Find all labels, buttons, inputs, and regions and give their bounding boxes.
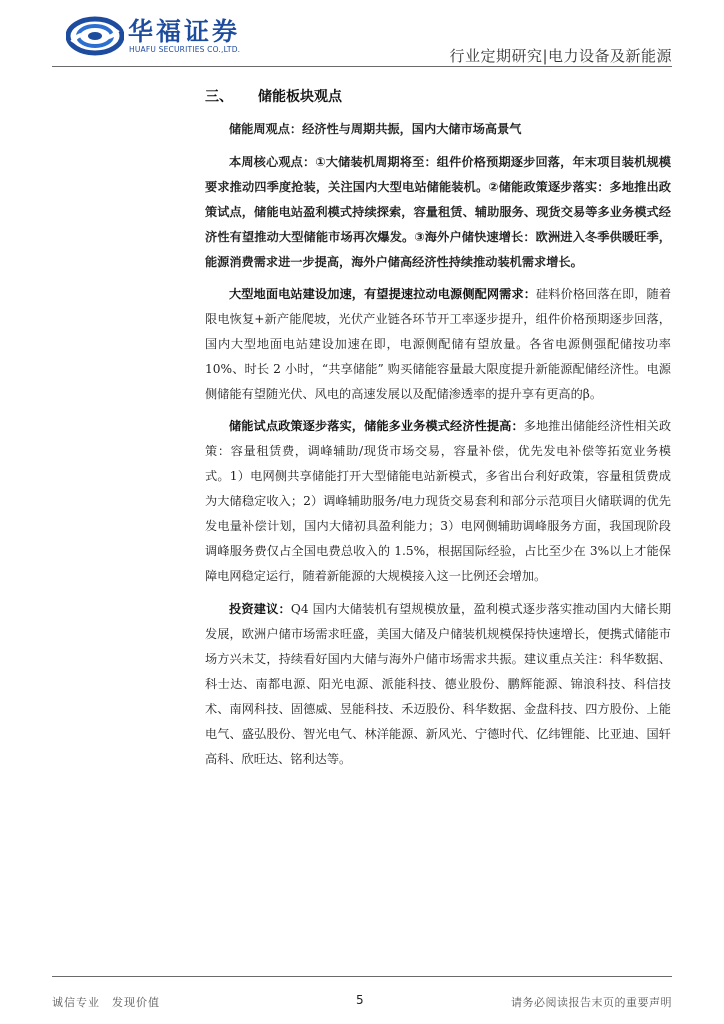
investment-advice-paragraph (205, 597, 671, 772)
section-heading (205, 86, 671, 108)
footer-divider (52, 976, 672, 977)
footer-disclaimer: 请务必阅读报告末页的重要声明 (511, 996, 672, 1009)
paragraph-body: 硅料价格回落在即，随着限电恢复+新产能爬坡，光伏产业链各环节开工率逐步提升，组件价格预期逐步回落，国内大型地面电站建设加速在即，电源侧配储有望放量。各省电源侧强配储按功率 10%、时长 2 小时，“共享储能” 购买储能容量最大限度提升新能源配储经济性。电源侧储能有望随光伏、风电的高速发展以及配储渗透率的提升享有更高的β。 (205, 287, 672, 401)
header-divider (52, 66, 672, 67)
logo-name-en: HUAFU SECURITIES CO.,LTD. (129, 45, 241, 54)
page-header (0, 0, 724, 70)
paragraph-lead: 储能试点政策逐步落实，储能多业务模式经济性提高： (229, 419, 524, 433)
logo-name-cn: 华福证券 (128, 17, 241, 46)
paragraph-body: Q4 国内大储装机有望规模放量，盈利模式逐步落实推动国内大储长期发展，欧洲户储市场需求旺盛，美国大储及户储装机规模保持快速增长，便携式储能市场方兴未艾，持续看好国内大储与海外户储市场需求共振。建议重点关注：科华数据、科士达、南都电源、阳光电源、派能科技、德业股份、鹏辉能源、锦浪科技、科信技术、南网科技、固德威、昱能科技、禾迈股份、科华数据、金盘科技、四方股份、上能电气、盛弘股份、智光电气、林洋能源、新风光、宁德时代、亿纬锂能、比亚迪、国轩高科、欣旺达、铭利达等。 (205, 602, 672, 766)
footer-slogan: 诚信专业 发现价值 (52, 996, 160, 1009)
main-content (205, 86, 671, 772)
weekly-view-heading: 储能周观点：经济性与周期共振，国内大储市场高景气 (229, 122, 522, 136)
ground-station-paragraph (205, 282, 671, 407)
paragraph-lead: 投资建议： (229, 602, 291, 616)
core-view-paragraph: 本周核心观点：①大储装机周期将至：组件价格预期逐步回落，年末项目装机规模要求推动四季度抢装，关注国内大型电站储能装机。②储能政策逐步落实：多地推出政策试点，储能电站盈利模式持续探索，容量租赁、辅助服务、现货交易等多业务模式经济性有望推动大型储能市场再次爆发。③海外户储快速增长：欧洲进入冬季供暖旺季，能源消费需求进一步提高，海外户储高经济性持续推动装机需求增长。 (205, 155, 671, 269)
section-title: 储能板块观点 (258, 89, 342, 105)
policy-paragraph (205, 414, 671, 589)
report-type: 行业定期研究|电力设备及新能源 (449, 47, 672, 65)
section-number: 三、 (205, 89, 233, 105)
paragraph-lead: 大型地面电站建设加速，有望提速拉动电源侧配网需求： (229, 287, 537, 301)
paragraph-body: 多地推出储能经济性相关政策：容量租赁费，调峰辅助/现货市场交易，容量补偿，优先发电补偿等拓宽业务模式。1）电网侧共享储能打开大型储能电站新模式，多省出台利好政策，容量租赁费成为大储稳定收入；2）调峰辅助服务/电力现货交易套利和部分示范项目火储联调的优先发电量补偿计划，国内大储初具盈利能力；3）电网侧辅助调峰服务方面，我国现阶段调峰服务费仅占全国电费总收入的 1.5%，根据国际经验，占比至少在 3%以上才能保障电网稳定运行，随着新能源的大规模接入这一比例还会增加。 (205, 419, 672, 583)
huafu-logo-icon (66, 16, 124, 56)
page-number: 5 (356, 993, 364, 1007)
